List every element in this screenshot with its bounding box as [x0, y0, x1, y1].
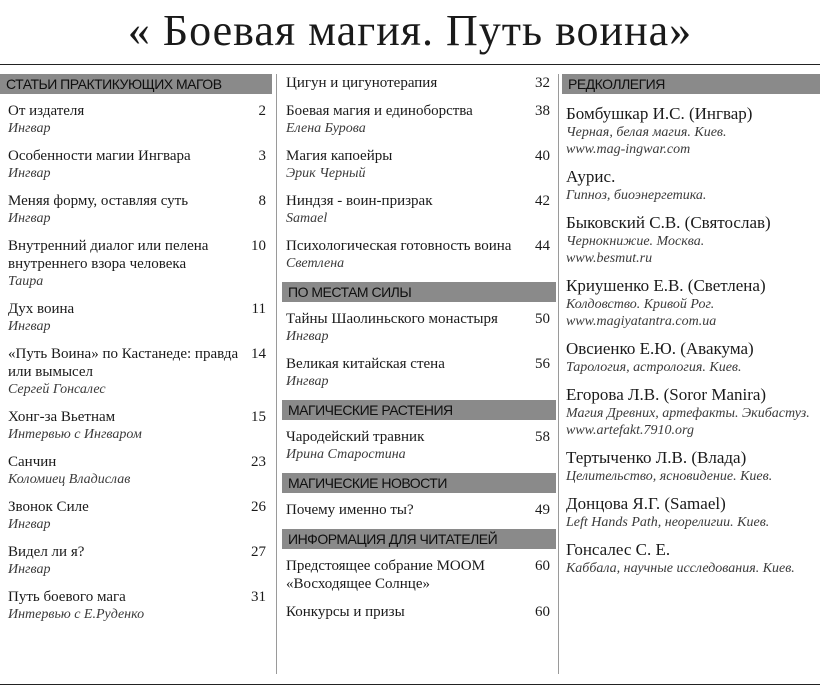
entry-author: Ингвар	[8, 562, 51, 577]
toc-entry[interactable]	[282, 237, 556, 272]
entry-author: Сергей Гонсалес	[8, 382, 106, 397]
entry-author: Эрик Черный	[286, 166, 366, 181]
section-heading: МАГИЧЕСКИЕ РАСТЕНИЯ	[282, 400, 556, 420]
entry-title: «Путь Воина» по Кастанеде: правда или вымысел	[8, 346, 239, 380]
editor-member	[562, 494, 820, 531]
member-name: Гонсалес С. Е.	[566, 540, 671, 559]
entry-author: Ингвар	[286, 329, 329, 344]
entry-title: Меняя форму, оставляя суть	[8, 193, 189, 209]
entry-author: Интервью с Ингваром	[8, 427, 142, 442]
toc-entry[interactable]	[0, 300, 272, 335]
entry-page-number: 27	[251, 544, 266, 560]
entry-title: Особенности магии Ингвара	[8, 148, 191, 164]
member-description: Черная, белая магия. Киев.	[566, 125, 727, 140]
editor-member	[562, 385, 820, 439]
member-description: Магия Древних, артефакты. Экибастуз.	[566, 406, 810, 421]
entry-page-number: 44	[535, 238, 550, 254]
toc-section	[282, 400, 556, 463]
entry-list	[0, 102, 272, 623]
member-website[interactable]: www.besmut.ru	[566, 251, 653, 266]
title-rule	[0, 64, 820, 65]
toc-entry[interactable]	[0, 408, 272, 443]
page-title: « Боевая магия. Путь воина»	[127, 6, 693, 55]
section-heading: ПО МЕСТАМ СИЛЫ	[282, 282, 556, 302]
toc-entry[interactable]	[0, 588, 272, 623]
entry-author: Елена Бурова	[286, 121, 366, 136]
entry-page-number: 10	[251, 238, 266, 254]
toc-section	[282, 529, 556, 621]
entry-title: Психологическая готовность воина	[286, 238, 512, 254]
toc-entry[interactable]	[0, 192, 272, 227]
entry-list	[282, 74, 556, 272]
member-description: Тарология, астрология. Киев.	[566, 360, 742, 375]
toc-entry[interactable]	[282, 147, 556, 182]
entry-page-number: 58	[535, 429, 550, 445]
member-description: Колдовство. Кривой Рог.	[566, 297, 715, 312]
toc-entry[interactable]	[0, 147, 272, 182]
editorial-column	[562, 74, 820, 586]
entry-author: Ингвар	[8, 121, 51, 136]
entry-page-number: 2	[258, 103, 266, 119]
editor-member	[562, 540, 820, 577]
entry-title: Магия капоейры	[286, 148, 393, 164]
entry-list	[282, 557, 556, 621]
member-description: Целительство, ясновидение. Киев.	[566, 469, 773, 484]
toc-entry[interactable]	[282, 501, 556, 519]
entry-author: Ирина Старостина	[286, 447, 406, 462]
entry-page-number: 14	[251, 346, 266, 362]
entry-title: Ниндзя - воин-призрак	[286, 193, 433, 209]
entry-page-number: 23	[251, 454, 266, 470]
toc-entry[interactable]	[282, 74, 556, 92]
column-divider	[558, 74, 559, 674]
editor-member	[562, 213, 820, 267]
toc-entry[interactable]	[0, 543, 272, 578]
entry-page-number: 40	[535, 148, 550, 164]
entry-page-number: 56	[535, 356, 550, 372]
member-description: Гипноз, биоэнергетика.	[566, 188, 707, 203]
entry-author: Ингвар	[8, 517, 51, 532]
entry-author: Ингвар	[8, 166, 51, 181]
member-name: Егорова Л.В. (Soror Manira)	[566, 385, 767, 404]
entry-list	[282, 310, 556, 390]
member-description: Каббала, научные исследования. Киев.	[566, 561, 795, 576]
entry-title: Видел ли я?	[8, 544, 85, 560]
editor-member	[562, 104, 820, 158]
entry-title: Чародейский травник	[286, 429, 425, 445]
toc-section	[282, 473, 556, 519]
member-name: Овсиенко Е.Ю. (Авакума)	[566, 339, 754, 358]
toc-entry[interactable]	[282, 192, 556, 227]
member-name: Быковский С.В. (Святослав)	[566, 213, 771, 232]
articles-column	[0, 74, 272, 633]
member-website[interactable]: www.mag-ingwar.com	[566, 142, 691, 157]
member-name: Криушенко Е.В. (Светлена)	[566, 276, 766, 295]
footer-rule	[0, 684, 820, 685]
entry-author: Samael	[286, 211, 328, 226]
entry-title: Почему именно ты?	[286, 502, 414, 518]
section-heading: СТАТЬИ ПРАКТИКУЮЩИХ МАГОВ	[0, 74, 272, 94]
section-heading: ИНФОРМАЦИЯ ДЛЯ ЧИТАТЕЛЕЙ	[282, 529, 556, 549]
entry-title: Санчин	[8, 454, 57, 470]
toc-entry[interactable]	[282, 428, 556, 463]
entry-title: От издателя	[8, 103, 85, 119]
entry-author: Светлена	[286, 256, 345, 271]
entry-author: Интервью с Е.Руденко	[8, 607, 145, 622]
entry-page-number: 32	[535, 75, 550, 91]
entry-author: Коломиец Владислав	[8, 472, 131, 487]
toc-entry[interactable]	[0, 237, 272, 290]
entry-page-number: 15	[251, 409, 266, 425]
editor-member	[562, 448, 820, 485]
entry-page-number: 3	[258, 148, 266, 164]
entry-title: Звонок Силе	[8, 499, 89, 515]
column-divider	[276, 74, 277, 674]
section-heading: МАГИЧЕСКИЕ НОВОСТИ	[282, 473, 556, 493]
entry-author: Таира	[8, 274, 44, 289]
toc-entry[interactable]	[282, 355, 556, 390]
entry-list	[282, 501, 556, 519]
entry-title: Путь боевого мага	[8, 589, 126, 605]
topics-column	[282, 74, 556, 631]
entry-title: Внутренний диалог или пелена внутреннего взора человека	[8, 238, 209, 272]
member-name: Тертыченко Л.В. (Влада)	[566, 448, 747, 467]
editor-member	[562, 167, 820, 204]
entry-page-number: 60	[535, 604, 550, 620]
member-website[interactable]: www.artefakt.7910.org	[566, 423, 694, 438]
toc-entry[interactable]	[282, 102, 556, 137]
entry-page-number: 60	[535, 558, 550, 574]
entry-author: Ингвар	[286, 374, 329, 389]
entry-author: Ингвар	[8, 211, 51, 226]
editor-member	[562, 339, 820, 376]
toc-entry[interactable]	[0, 498, 272, 533]
entry-page-number: 26	[251, 499, 266, 515]
entry-title: Цигун и цигунотерапия	[286, 75, 438, 91]
entry-page-number: 11	[251, 301, 266, 317]
entry-title: Великая китайская стена	[286, 356, 445, 372]
entry-list	[282, 428, 556, 463]
member-list	[562, 104, 820, 577]
member-website[interactable]: www.magiyatantra.com.ua	[566, 314, 717, 329]
toc-entry[interactable]	[0, 345, 272, 398]
member-description: Left Hands Path, неорелигии. Киев.	[566, 515, 770, 530]
member-name: Аурис.	[566, 167, 616, 186]
entry-page-number: 42	[535, 193, 550, 209]
toc-entry[interactable]	[282, 603, 556, 621]
entry-page-number: 38	[535, 103, 550, 119]
section-list	[282, 282, 556, 621]
entry-title: Конкурсы и призы	[286, 604, 405, 620]
toc-entry[interactable]	[282, 557, 556, 593]
section-heading: РЕДКОЛЛЕГИЯ	[562, 74, 820, 94]
member-name: Донцова Я.Г. (Samael)	[566, 494, 726, 513]
entry-page-number: 50	[535, 311, 550, 327]
editor-member	[562, 276, 820, 330]
entry-page-number: 49	[535, 502, 550, 518]
entry-title: Хонг-за Вьетнам	[8, 409, 116, 425]
member-description: Чернокнижие. Москва.	[566, 234, 705, 249]
toc-section	[282, 282, 556, 390]
entry-title: Тайны Шаолиньского монастыря	[286, 311, 498, 327]
toc-entry[interactable]	[0, 102, 272, 137]
entry-author: Ингвар	[8, 319, 51, 334]
toc-entry[interactable]	[0, 453, 272, 488]
entry-page-number: 31	[251, 589, 266, 605]
entry-title: Дух воина	[8, 301, 75, 317]
toc-entry[interactable]	[282, 310, 556, 345]
entry-page-number: 8	[258, 193, 266, 209]
member-name: Бомбушкар И.С. (Ингвар)	[566, 104, 753, 123]
entry-title: Предстоящее собрание МООМ «Восходящее Солнце»	[286, 558, 485, 592]
entry-title: Боевая магия и единоборства	[286, 103, 473, 119]
